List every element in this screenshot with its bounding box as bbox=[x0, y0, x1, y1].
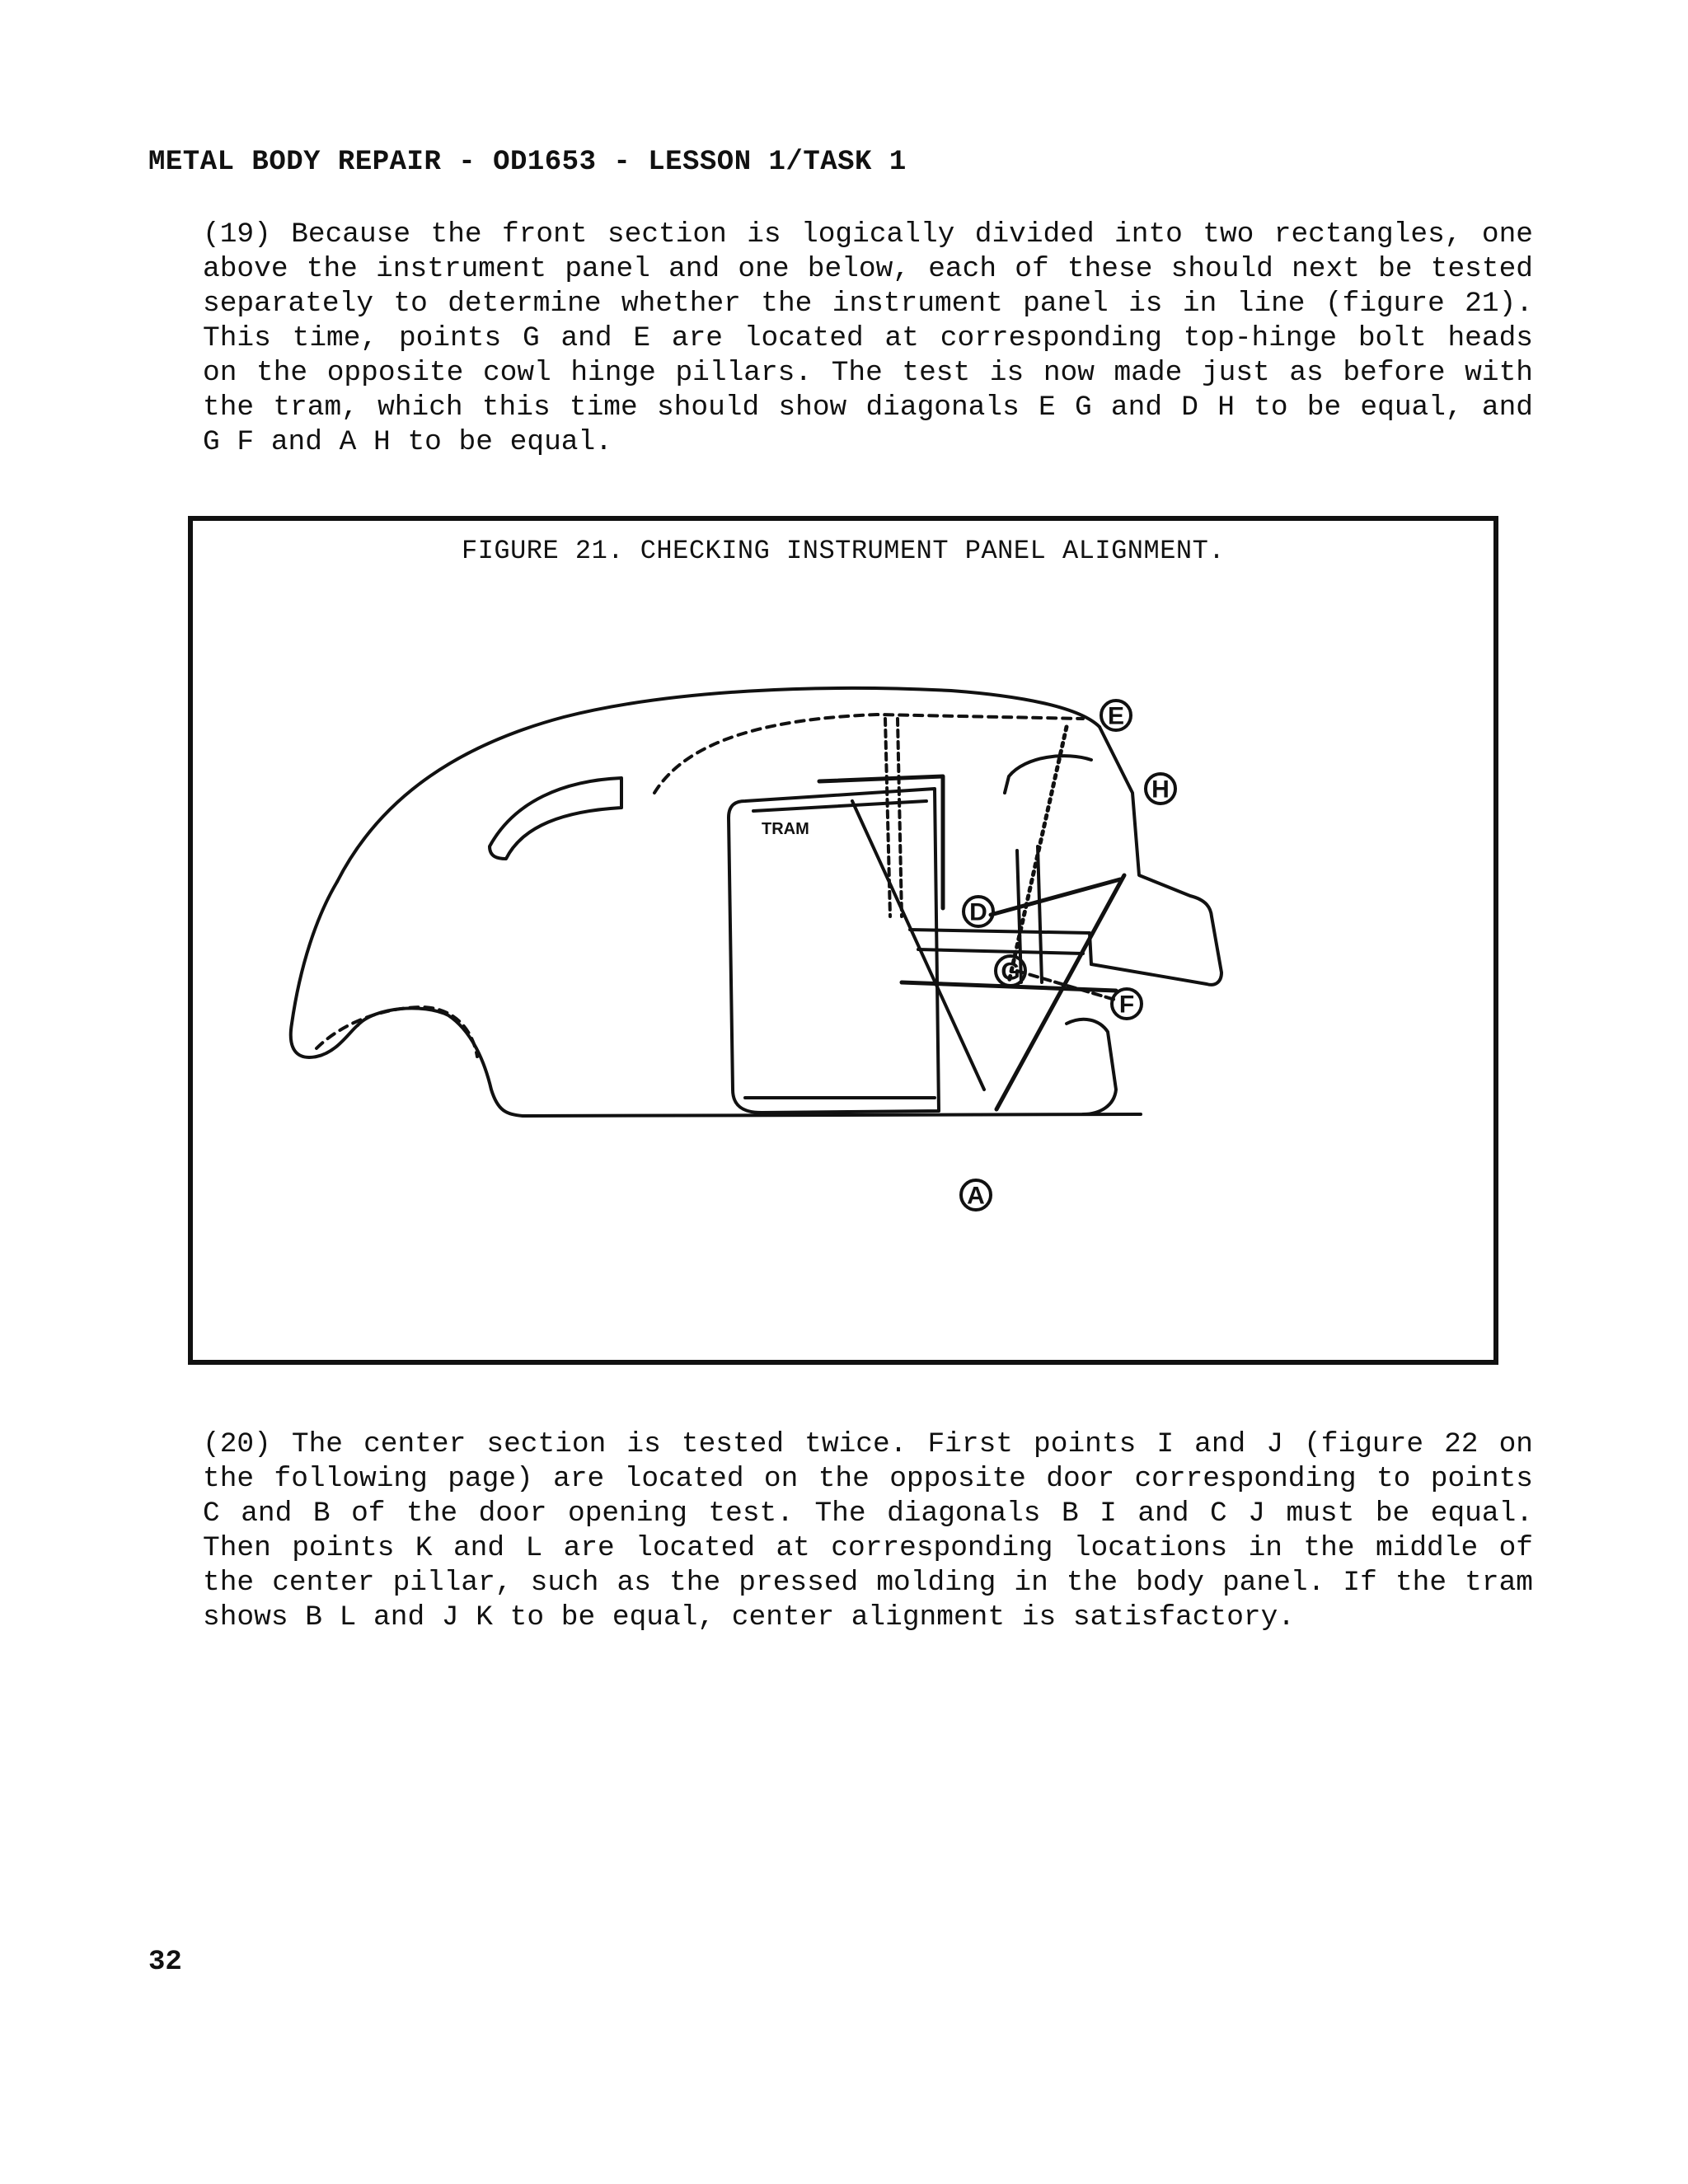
figure-21 bbox=[188, 516, 1498, 1365]
figure-caption: FIGURE 21. CHECKING INSTRUMENT PANEL ALIGNMENT. bbox=[461, 536, 1226, 566]
label-g: G bbox=[1001, 958, 1020, 986]
paragraph-20-text: (20) The center section is tested twice. First points I and J (figure 22 on the following page) are located on the opposite door corresponding to points C and B of the door opening test. The diagonals B I and C J must be equal. Then points K and L are located at corresponding locations in the middle of the center pillar, such as the pressed molding in the body panel. If the tram shows B L and J K to be equal, center alignment is satisfactory. bbox=[203, 1428, 1533, 1633]
front-fender bbox=[1067, 1019, 1116, 1114]
cowl-upper bbox=[1005, 756, 1091, 793]
rear-fender-dashed bbox=[316, 1007, 477, 1057]
diagonal-tram-a bbox=[852, 801, 984, 1090]
page-number: 32 bbox=[148, 1947, 182, 1978]
door-opening-inner bbox=[745, 801, 935, 1098]
label-a: A bbox=[967, 1182, 985, 1210]
center-pillar-dashed-2 bbox=[898, 719, 902, 916]
rear-quarter-window bbox=[490, 778, 621, 859]
paragraph-20 bbox=[148, 1427, 1533, 1635]
label-f: F bbox=[1118, 991, 1135, 1019]
diagonal-a-h bbox=[996, 875, 1124, 1109]
diagonal-d-h bbox=[991, 879, 1120, 915]
label-h: H bbox=[1151, 776, 1170, 804]
windshield-pillar bbox=[1091, 727, 1221, 985]
car-roof-outline bbox=[337, 688, 1100, 882]
door-opening bbox=[729, 789, 939, 1113]
label-d: D bbox=[969, 898, 987, 926]
center-pillar-dashed bbox=[885, 719, 890, 916]
car-body-diagram bbox=[193, 521, 1493, 1360]
label-e: E bbox=[1107, 702, 1125, 730]
label-tram: TRAM bbox=[762, 820, 809, 838]
car-rear-outline bbox=[291, 882, 358, 1057]
paragraph-19-text: (19) Because the front section is logically divided into two rectangles, one above the instrument panel and one below, each of these should next be tested separately to determine whether the instrument panel is in line (figure 21). This time, points G and E are located at corresponding top-hinge bolt heads on the opposite cowl hinge pillars. The test is now made just as before with the tram, which this time should show diagonals E G and D H to be equal, and G F and A H to be equal. bbox=[203, 218, 1533, 458]
page-header: METAL BODY REPAIR - OD1653 - LESSON 1/TASK 1 bbox=[148, 147, 907, 178]
paragraph-19 bbox=[148, 218, 1533, 460]
